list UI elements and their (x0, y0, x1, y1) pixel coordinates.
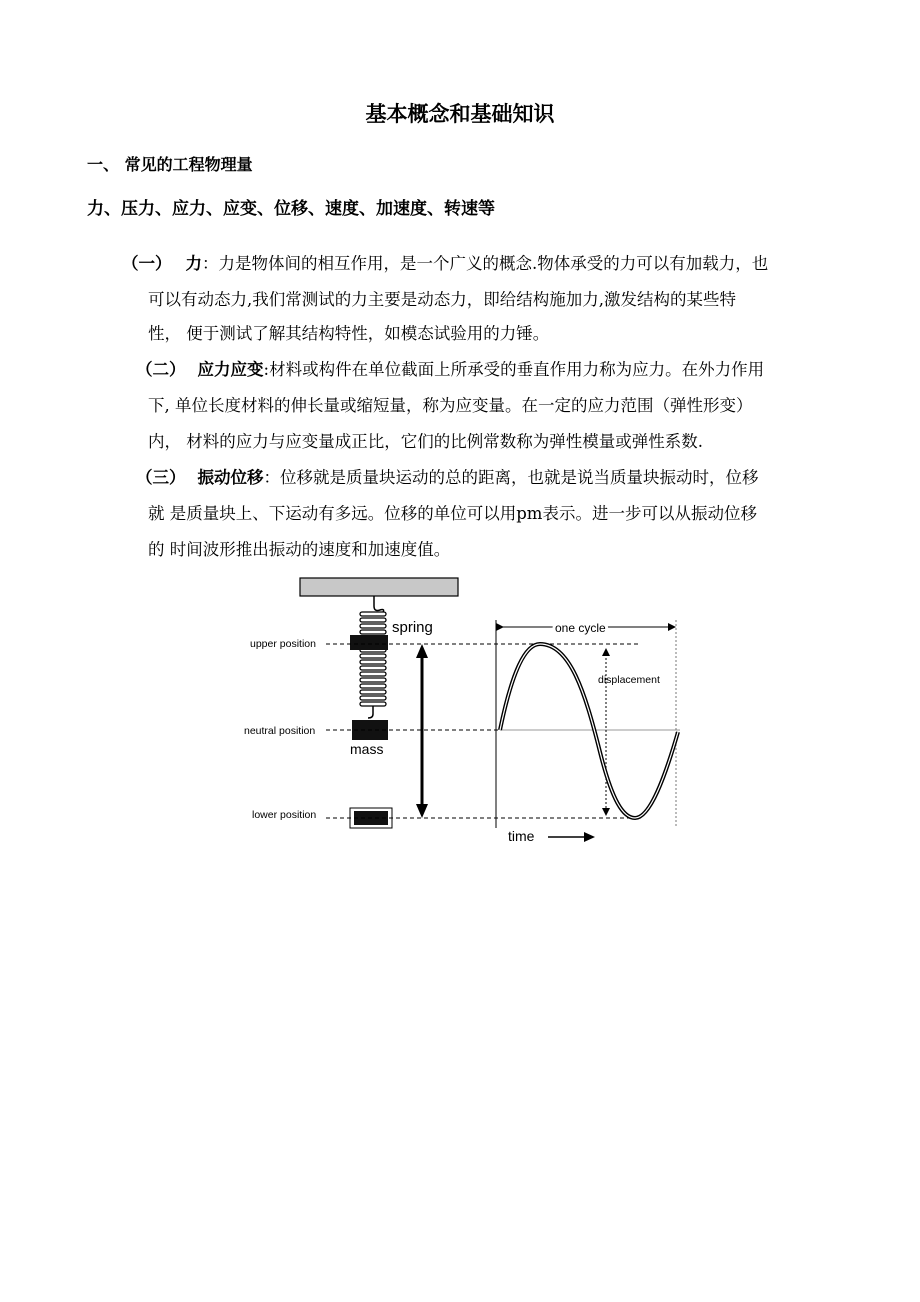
page-title: 基本概念和基础知识 (365, 102, 555, 126)
item-line: 性， 便于测试了解其结构特性，如模态试验用的力锤。 (148, 324, 550, 343)
label-mass: mass (350, 741, 384, 757)
section-heading: 一、 常见的工程物理量 (87, 155, 253, 174)
label-spring: spring (392, 619, 433, 636)
item-number: （一） (122, 254, 172, 273)
label-neutral: neutral position (244, 725, 316, 737)
item-line: 下, 单位长度材料的伸长量或缩短量，称为应变量。在一定的应力范围（弹性形变） (148, 396, 753, 415)
vibration-figure (240, 572, 690, 847)
item-line: 材料或构件在单位截面上所承受的垂直作用力称为应力。在外力作用 (269, 360, 765, 379)
item-line: 就 是质量块上、下运动有多远。位移的单位可以用pm表示。进一步可以从振动位移 (148, 504, 757, 523)
item-line: 力是物体间的相互作用，是一个广义的概念.物体承受的力可以有加载力，也 (218, 254, 769, 273)
item-line: 内， 材料的应力与应变量成正比，它们的比例常数称为弹性模量或弹性系数. (148, 432, 703, 451)
spring-coil (360, 612, 386, 706)
sine-wave (500, 644, 678, 818)
upper-mass (350, 635, 388, 650)
item-line: 位移就是质量块运动的总的距离，也就是说当质量块振动时，位移 (280, 468, 759, 487)
item-term: 振动位移 (197, 468, 264, 487)
item-number: （三） (136, 468, 186, 487)
ceiling-block (300, 578, 458, 596)
label-displacement: displacement (598, 674, 660, 686)
item-term: 力 (185, 254, 202, 273)
item-term: 应力应变 (197, 360, 264, 379)
label-upper: upper position (250, 638, 316, 650)
item-line: 可以有动态力,我们常测试的力主要是动态力，即给结构施加力,激发结构的某些特 (148, 290, 736, 309)
label-lower: lower position (252, 809, 317, 821)
item-number: （二） (136, 360, 186, 379)
section-subheading: 力、压力、应力、应变、位移、速度、加速度、转速等 (87, 199, 495, 219)
spring-hook (374, 596, 384, 614)
label-time: time (508, 828, 535, 844)
item-line: 的 时间波形推出振动的速度和加速度值。 (148, 540, 451, 559)
label-cycle: one cycle (555, 621, 606, 635)
